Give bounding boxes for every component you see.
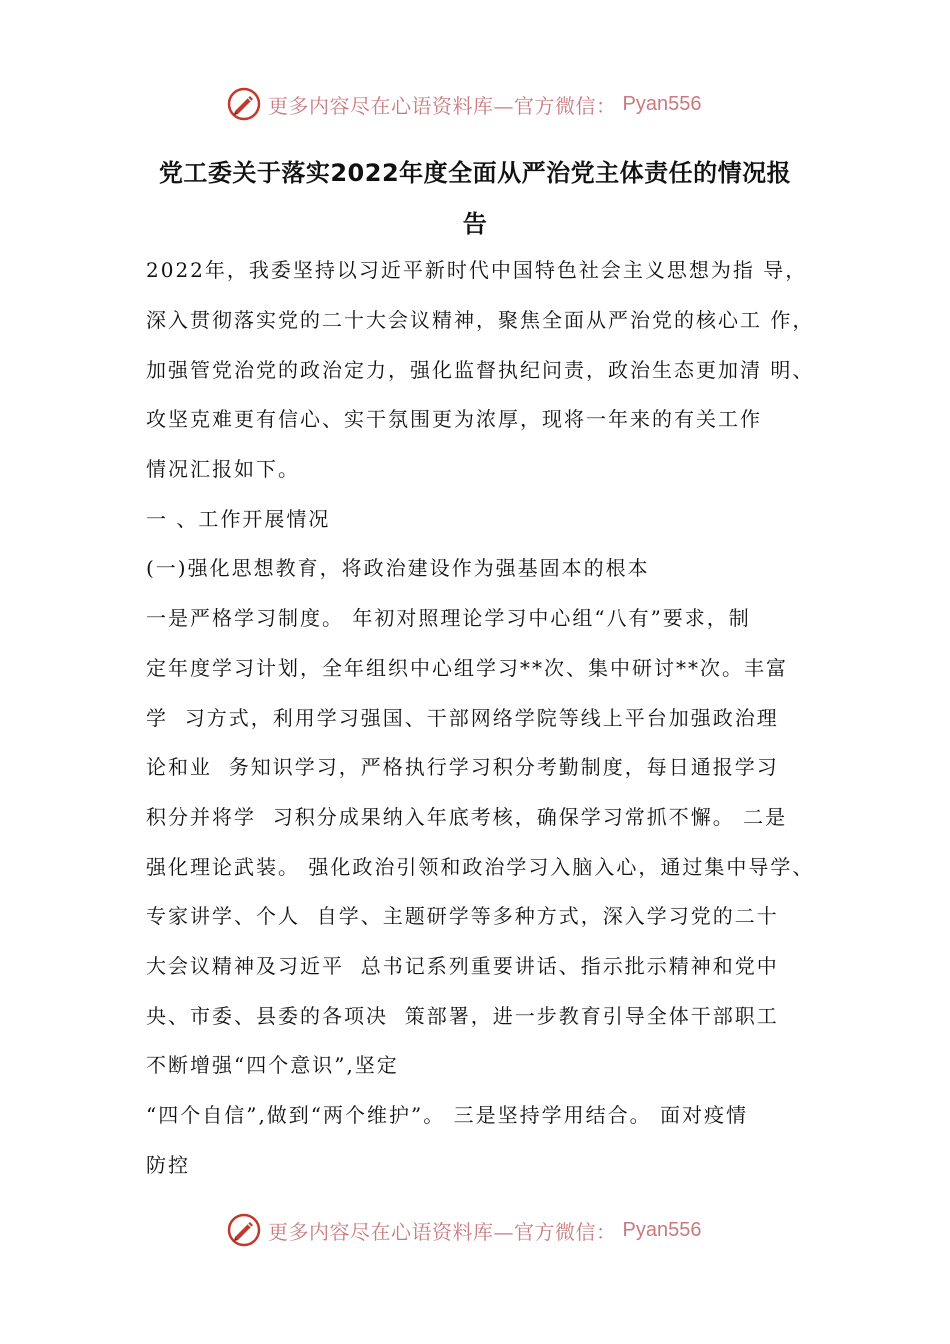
subsection-heading: (一)强化思想教育，将政治建设作为强基固本的根本	[146, 556, 650, 580]
footer-watermark	[226, 1210, 701, 1250]
header-watermark	[226, 84, 701, 124]
document-title-line-2: 告	[462, 210, 488, 238]
section-heading: 一 、工作开展情况	[146, 507, 331, 531]
watermark-text: 更多内容尽在心语资料库—官方微信：	[268, 93, 617, 118]
body-line: 强化理论武装。 强化政治引领和政治学习入脑入心，通过集中导学、	[146, 855, 815, 879]
pen-logo-icon	[226, 1212, 262, 1248]
body-line: 攻坚克难更有信心、实干氛围更为浓厚，现将一年来的有关工作	[146, 407, 762, 431]
body-line: “四个自信”,做到“两个维护”。 三是坚持学用结合。 面对疫情	[146, 1103, 748, 1127]
body-line: 一是严格学习制度。 年初对照理论学习中心组“八有”要求，制	[146, 606, 751, 630]
body-line: 论和业 务知识学习，严格执行学习积分考勤制度，每日通报学习	[146, 755, 779, 779]
body-line: 加强管党治党的政治定力，强化监督执纪问责，政治生态更加清 明、	[146, 358, 815, 382]
pen-logo-icon	[226, 86, 262, 122]
watermark-wechat-id: Pyan556	[622, 92, 702, 115]
body-line: 不断增强“四个意识”,坚定	[146, 1053, 399, 1077]
body-line: 情况汇报如下。	[146, 457, 300, 481]
document-title-line-1: 党工委关于落实2022年度全面从严治党主体责任的情况报	[158, 159, 792, 187]
body-line: 2022年，我委坚持以习近平新时代中国特色社会主义思想为指 导，	[146, 258, 808, 282]
body-line: 防控	[146, 1153, 190, 1177]
body-line: 积分并将学 习积分成果纳入年底考核，确保学习常抓不懈。 二是	[146, 805, 788, 829]
watermark-wechat-id: Pyan556	[622, 1218, 702, 1241]
body-line: 大会议精神及习近平 总书记系列重要讲话、指示批示精神和党中	[146, 954, 779, 978]
body-line: 央、市委、县委的各项决 策部署，进一步教育引导全体干部职工	[146, 1004, 779, 1028]
watermark-text: 更多内容尽在心语资料库—官方微信：	[268, 1219, 617, 1244]
body-line: 学 习方式，利用学习强国、干部网络学院等线上平台加强政治理	[146, 706, 779, 730]
body-line: 深入贯彻落实党的二十大会议精神，聚焦全面从严治党的核心工 作，	[146, 308, 815, 332]
body-line: 定年度学习计划，全年组织中心组学习**次、集中研讨**次。丰富	[146, 656, 788, 680]
body-line: 专家讲学、个人 自学、主题研学等多种方式，深入学习党的二十	[146, 904, 779, 928]
